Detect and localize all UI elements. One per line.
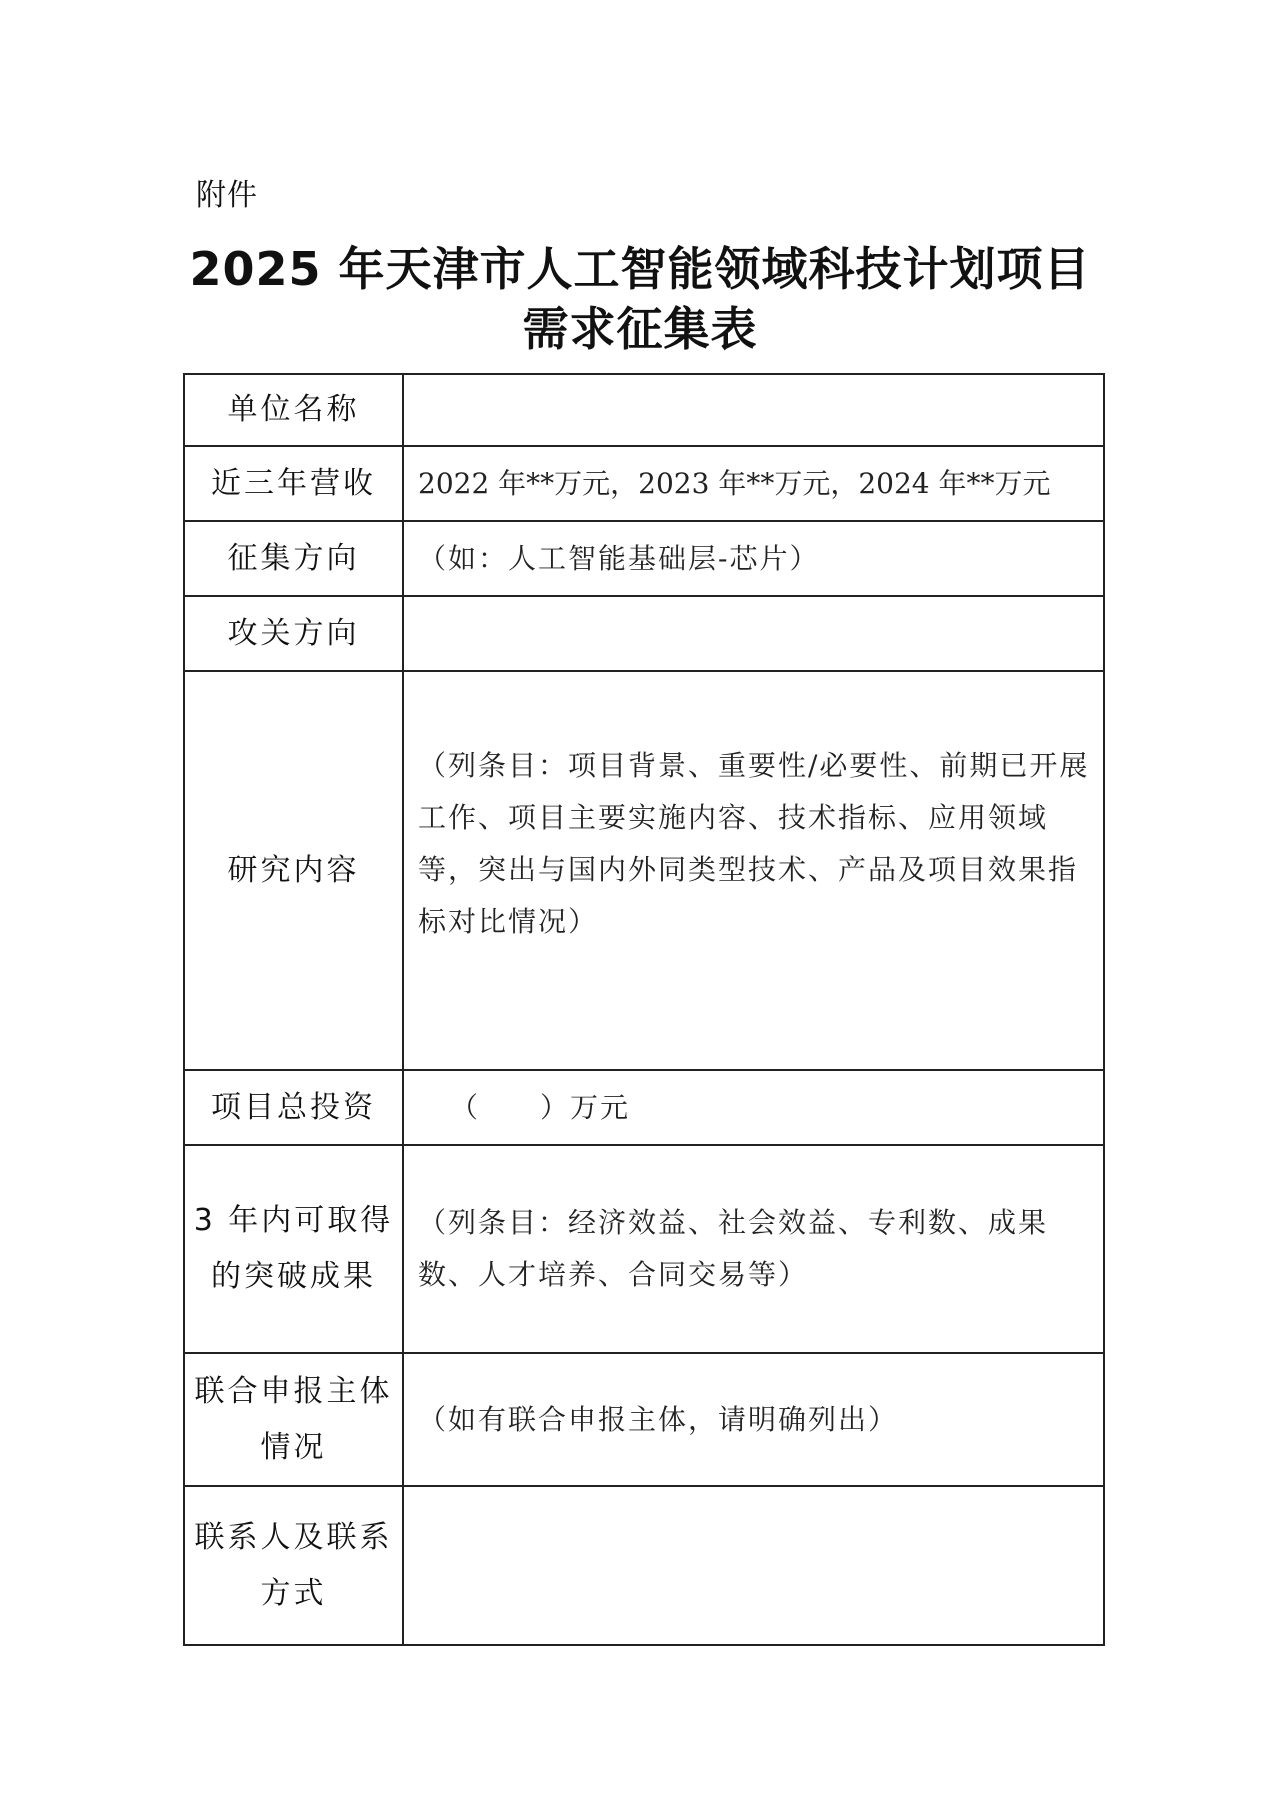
form-row-revenue bbox=[184, 446, 1104, 521]
revenue-field[interactable]: 2022 年**万元，2023 年**万元，2024 年**万元 bbox=[403, 446, 1104, 521]
form-row-research-content bbox=[184, 671, 1104, 1070]
form-row-total-investment bbox=[184, 1070, 1104, 1145]
attachment-label: 附件 bbox=[196, 178, 258, 213]
row-label: 项目总投资 bbox=[184, 1070, 403, 1145]
form-row-joint-applicants bbox=[184, 1353, 1104, 1486]
row-label: 联合申报主体情况 bbox=[184, 1353, 403, 1486]
form-row-collection-direction bbox=[184, 521, 1104, 596]
document-title-line2: 需求征集表 bbox=[522, 302, 758, 356]
contact-field[interactable] bbox=[403, 1486, 1104, 1645]
form-row-unit-name bbox=[184, 374, 1104, 446]
document-title-line1: 2025 年天津市人工智能领域科技计划项目 bbox=[189, 242, 1091, 296]
row-label: 3 年内可取得的突破成果 bbox=[184, 1145, 403, 1353]
form-row-research-direction bbox=[184, 596, 1104, 671]
total-investment-field[interactable]: （ ）万元 bbox=[403, 1070, 1104, 1145]
row-label: 研究内容 bbox=[184, 671, 403, 1070]
form-row-breakthroughs bbox=[184, 1145, 1104, 1353]
research-direction-field[interactable] bbox=[403, 596, 1104, 671]
row-label: 近三年营收 bbox=[184, 446, 403, 521]
demand-collection-form bbox=[183, 373, 1105, 1646]
form-row-contact bbox=[184, 1486, 1104, 1645]
row-label: 攻关方向 bbox=[184, 596, 403, 671]
row-label: 单位名称 bbox=[184, 374, 403, 446]
research-content-field[interactable]: （列条目：项目背景、重要性/必要性、前期已开展工作、项目主要实施内容、技术指标、应用领域等，突出与国内外同类型技术、产品及项目效果指标对比情况） bbox=[403, 671, 1104, 1070]
row-label: 联系人及联系方式 bbox=[184, 1486, 403, 1645]
collection-direction-field[interactable]: （如：人工智能基础层-芯片） bbox=[403, 521, 1104, 596]
breakthroughs-field[interactable]: （列条目：经济效益、社会效益、专利数、成果数、人才培养、合同交易等） bbox=[403, 1145, 1104, 1353]
row-label: 征集方向 bbox=[184, 521, 403, 596]
unit-name-field[interactable] bbox=[403, 374, 1104, 446]
joint-applicants-field[interactable]: （如有联合申报主体，请明确列出） bbox=[403, 1353, 1104, 1486]
